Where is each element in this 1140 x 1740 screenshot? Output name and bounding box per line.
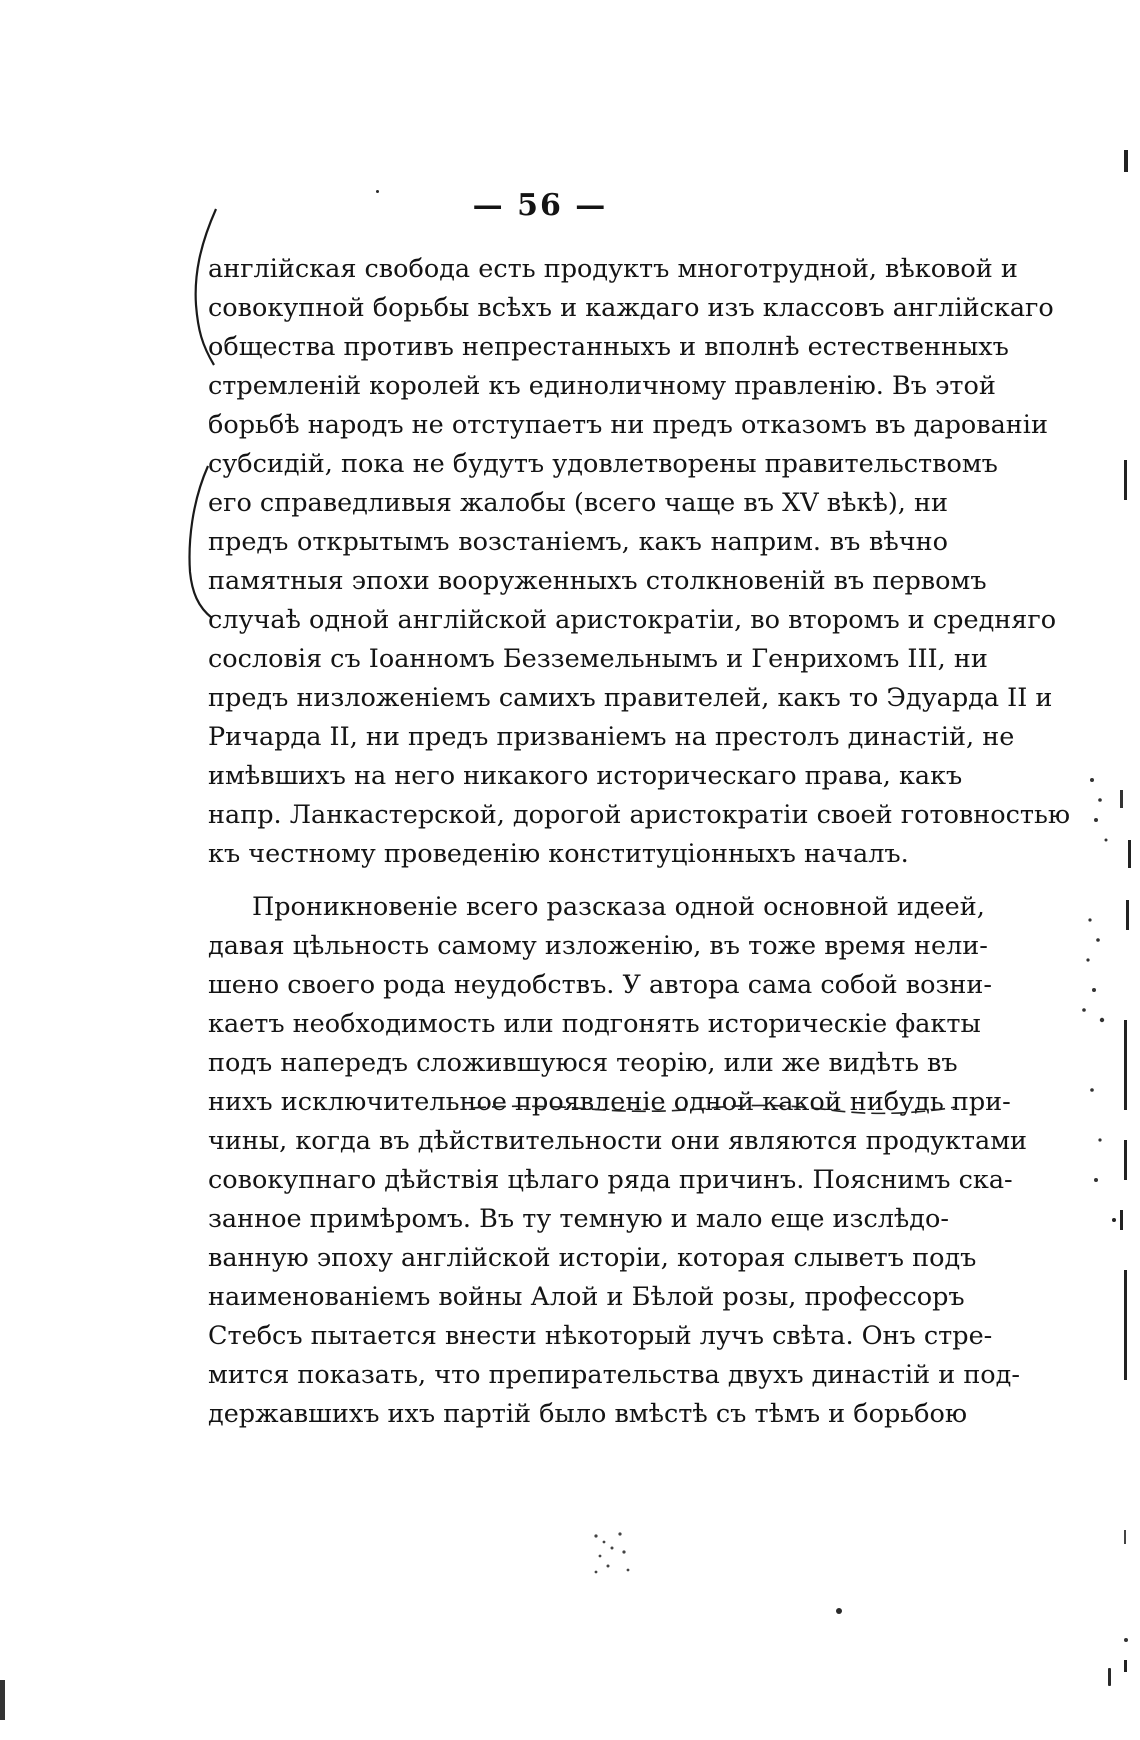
text-line: предъ открытымъ возстаніемъ, какъ наприм. въ вѣчно	[208, 527, 948, 557]
text-line: борьбѣ народъ не отступаетъ ни предъ отказомъ въ дарованіи	[208, 410, 1048, 440]
text-line: Ричарда II, ни предъ призваніемъ на престолъ династій, не	[208, 722, 1015, 752]
text-line: Проникновеніе всего разсказа одной основной идеей,	[252, 892, 985, 922]
page-body	[208, 250, 1071, 1434]
text-line: къ честному проведенію конституціонныхъ началъ.	[208, 839, 909, 869]
ink-speck	[1108, 1668, 1111, 1686]
text-line: сословія съ Іоанномъ Безземельнымъ и Генрихомъ III, ни	[208, 644, 988, 674]
paragraph-2	[208, 888, 1028, 1434]
text-line: субсидій, пока не будутъ удовлетворены правительствомъ	[208, 449, 998, 479]
text-line: подъ напередъ сложившуюся теорію, или же видѣть въ	[208, 1048, 958, 1078]
text-line: Стебсъ пытается внести нѣкоторый лучъ свѣта. Онъ стре-	[208, 1321, 993, 1351]
text-line: каетъ необходимость или подгонять историческіе факты	[208, 1009, 981, 1039]
text-line: занное примѣромъ. Въ ту темную и мало еще изслѣдо-	[208, 1204, 949, 1234]
text-line: англійская свобода есть продуктъ многотрудной, вѣковой и	[208, 254, 1018, 284]
text-line: совокупной борьбы всѣхъ и каждаго изъ классовъ англійскаго	[208, 293, 1054, 323]
text-line: ванную эпоху англійской исторіи, которая слыветъ подъ	[208, 1243, 977, 1273]
scan-artifacts-bottom	[590, 1530, 650, 1580]
text-line: стремленій королей къ единоличному правленію. Въ этой	[208, 371, 996, 401]
scan-artifacts-right	[1080, 140, 1140, 1740]
text-line: нихъ исключительное проявленіе одной какой нибудь при-	[208, 1087, 1011, 1117]
text-line: давая цѣльность самому изложенію, въ тоже время нели-	[208, 931, 988, 961]
scan-artifacts-left	[0, 1680, 40, 1720]
handwritten-underline	[470, 1100, 960, 1116]
text-line: имѣвшихъ на него никакого историческаго права, какъ	[208, 761, 963, 791]
page-number: — 56 —	[472, 188, 608, 223]
text-line: шено своего рода неудобствъ. У автора сама собой возни-	[208, 970, 992, 1000]
text-line: чины, когда въ дѣйствительности они являются продуктами	[208, 1126, 1028, 1156]
text-line: общества противъ непрестанныхъ и вполнѣ естественныхъ	[208, 332, 1009, 362]
text-line: мится показать, что препирательства двухъ династій и под-	[208, 1360, 1020, 1390]
ink-speck	[836, 1608, 842, 1614]
text-line: совокупнаго дѣйствія цѣлаго ряда причинъ. Пояснимъ ска-	[208, 1165, 1013, 1195]
text-line: случаѣ одной англійской аристократіи, во второмъ и средняго	[208, 605, 1057, 635]
text-line: наименованіемъ войны Алой и Бѣлой розы, профессоръ	[208, 1282, 965, 1312]
text-line: державшихъ ихъ партій было вмѣстѣ съ тѣмъ и борьбою	[208, 1399, 968, 1429]
ink-speck	[376, 190, 379, 193]
text-line: предъ низложеніемъ самихъ правителей, какъ то Эдуарда II и	[208, 683, 1053, 713]
text-line: памятныя эпохи вооруженныхъ столкновеній въ первомъ	[208, 566, 987, 596]
text-line: его справедливыя жалобы (всего чаще въ XV вѣкѣ), ни	[208, 488, 948, 518]
text-line: напр. Ланкастерской, дорогой аристократіи своей готовностью	[208, 800, 1071, 830]
paragraph-1	[208, 250, 1071, 874]
